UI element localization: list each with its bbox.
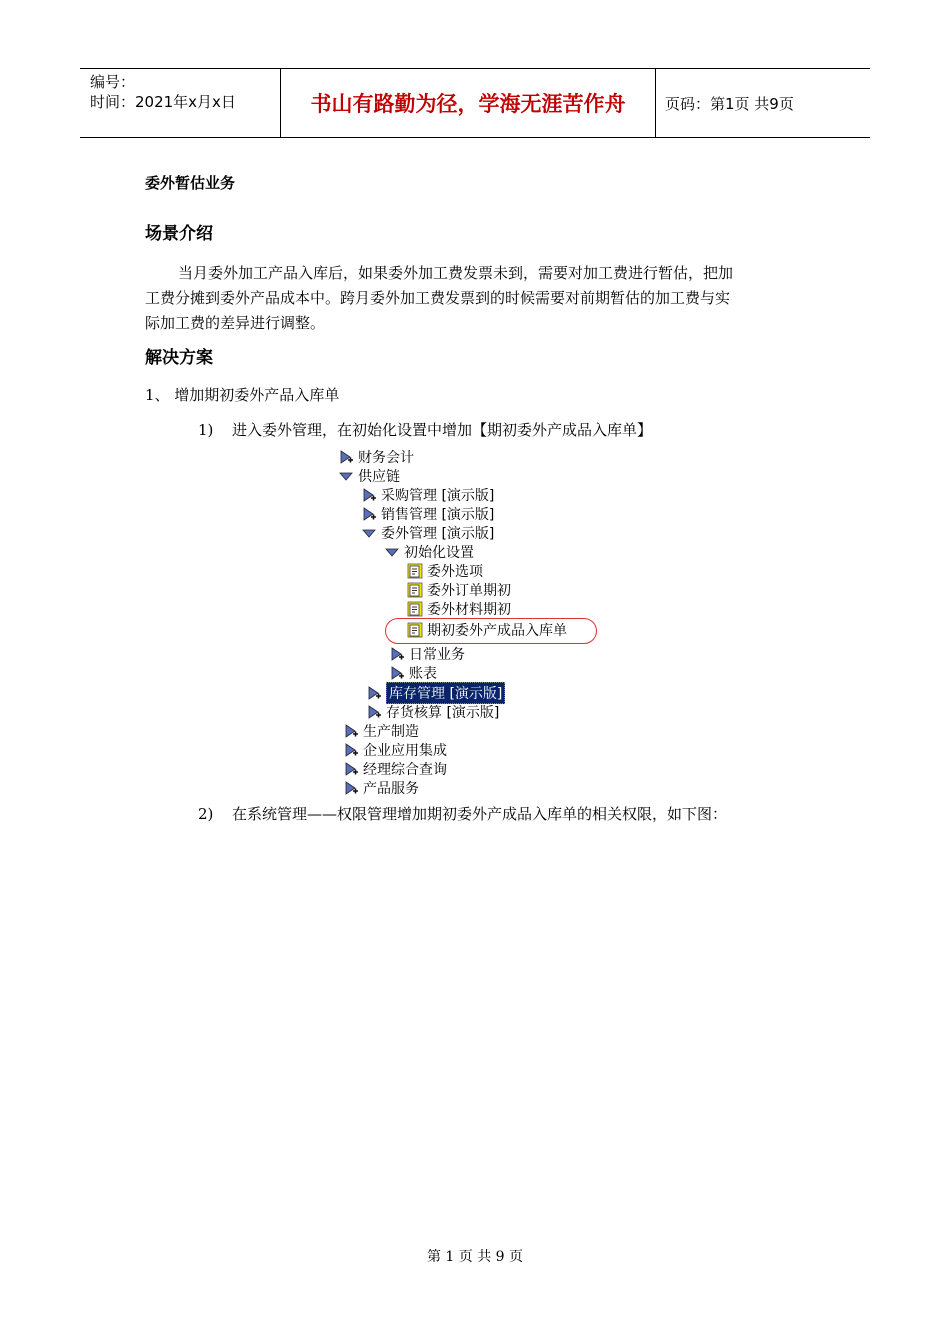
tree-item-order-opening[interactable] (407, 580, 511, 599)
tree-label: 初始化设置 (404, 544, 474, 561)
page-info: 页码：第1页 共9页 (665, 94, 794, 113)
expand-arrow-icon (389, 665, 405, 681)
tree-item-init-settings[interactable] (384, 542, 474, 561)
tree-label: 生产制造 (363, 723, 419, 740)
tree-item-purchase[interactable] (361, 485, 494, 504)
expand-arrow-icon (366, 685, 382, 701)
collapse-triangle-icon (338, 468, 354, 484)
section-heading-solution: 解决方案 (145, 348, 213, 368)
highlight-circle (385, 618, 597, 644)
section-heading-intro: 场景介绍 (145, 224, 213, 244)
expand-arrow-icon (343, 723, 359, 739)
tree-item-sales[interactable] (361, 504, 494, 523)
tree-item-manufacturing[interactable] (343, 721, 419, 740)
expand-arrow-icon (343, 761, 359, 777)
tree-item-daily-business[interactable] (389, 644, 465, 663)
tree-label: 委外管理 [演示版] (381, 525, 495, 542)
header-meta (80, 69, 280, 137)
tree-label: 产品服务 (363, 780, 419, 797)
tree-label: 供应链 (358, 468, 400, 485)
tree-label: 存货核算 [演示版] (386, 704, 500, 721)
tree-item-finance[interactable] (338, 447, 414, 466)
motto: 书山有路勤为径，学海无涯苦作舟 (280, 69, 656, 137)
expand-arrow-icon (361, 487, 377, 503)
expand-arrow-icon (389, 646, 405, 662)
tree-label: 委外订单期初 (427, 582, 511, 599)
collapse-triangle-icon (361, 525, 377, 541)
tree-label: 账表 (409, 665, 437, 682)
doc-title: 委外暂估业务 (145, 174, 236, 192)
tree-item-inventory[interactable] (366, 683, 505, 702)
para-line-1: 当月委外加工产品入库后，如果委外加工费发票未到，需要对加工费进行暂估，把加 (178, 264, 734, 282)
tree-item-outsourcing-options[interactable] (407, 561, 483, 580)
expand-arrow-icon (343, 780, 359, 796)
substep-2: 在系统管理——权限管理增加期初委外产成品入库单的相关权限，如下图： (232, 805, 728, 823)
page-footer: 第 1 页 共 9 页 (426, 1249, 524, 1265)
document-icon (407, 563, 423, 579)
para-line-3: 际加工费的差异进行调整。 (145, 314, 326, 332)
tree-label: 财务会计 (358, 449, 414, 466)
tree-label: 委外材料期初 (427, 601, 511, 618)
tree-label: 销售管理 [演示版] (381, 506, 495, 523)
tree-label: 采购管理 [演示版] (381, 487, 495, 504)
tree-item-material-opening[interactable] (407, 599, 511, 618)
para-line-2: 工费分摊到委外产品成本中。跨月委外加工费发票到的时候需要对前期暂估的加工费与实 (145, 289, 731, 307)
tree-label: 期初委外产成品入库单 (427, 622, 567, 639)
time-label: 时间：2021年x月x日 (90, 93, 236, 111)
page-header (80, 68, 870, 138)
tree-label: 库存管理 [演示版] (386, 682, 505, 704)
substep-1-number: 1) (198, 421, 214, 439)
expand-arrow-icon (366, 704, 382, 720)
document-icon (407, 601, 423, 617)
tree-item-enterprise-integration[interactable] (343, 740, 447, 759)
expand-arrow-icon (338, 449, 354, 465)
expand-arrow-icon (361, 506, 377, 522)
tree-label: 经理综合查询 (363, 761, 447, 778)
tree-item-supply-chain[interactable] (338, 466, 400, 485)
substep-1: 进入委外管理，在初始化设置中增加【期初委外产成品入库单】 (232, 421, 653, 439)
expand-arrow-icon (343, 742, 359, 758)
tree-item-inventory-accounting[interactable] (366, 702, 499, 721)
collapse-triangle-icon (384, 544, 400, 560)
tree-label: 委外选项 (427, 563, 483, 580)
tree-item-reports[interactable] (389, 663, 437, 682)
number-label: 编号： (90, 73, 136, 91)
step-1: 1、 增加期初委外产品入库单 (145, 386, 340, 404)
tree-label: 日常业务 (409, 646, 465, 663)
tree-label: 企业应用集成 (363, 742, 447, 759)
tree-item-manager-query[interactable] (343, 759, 447, 778)
substep-2-number: 2) (198, 805, 214, 823)
tree-item-product-service[interactable] (343, 778, 419, 797)
tree-item-outsourcing[interactable] (361, 523, 494, 542)
document-icon (407, 582, 423, 598)
